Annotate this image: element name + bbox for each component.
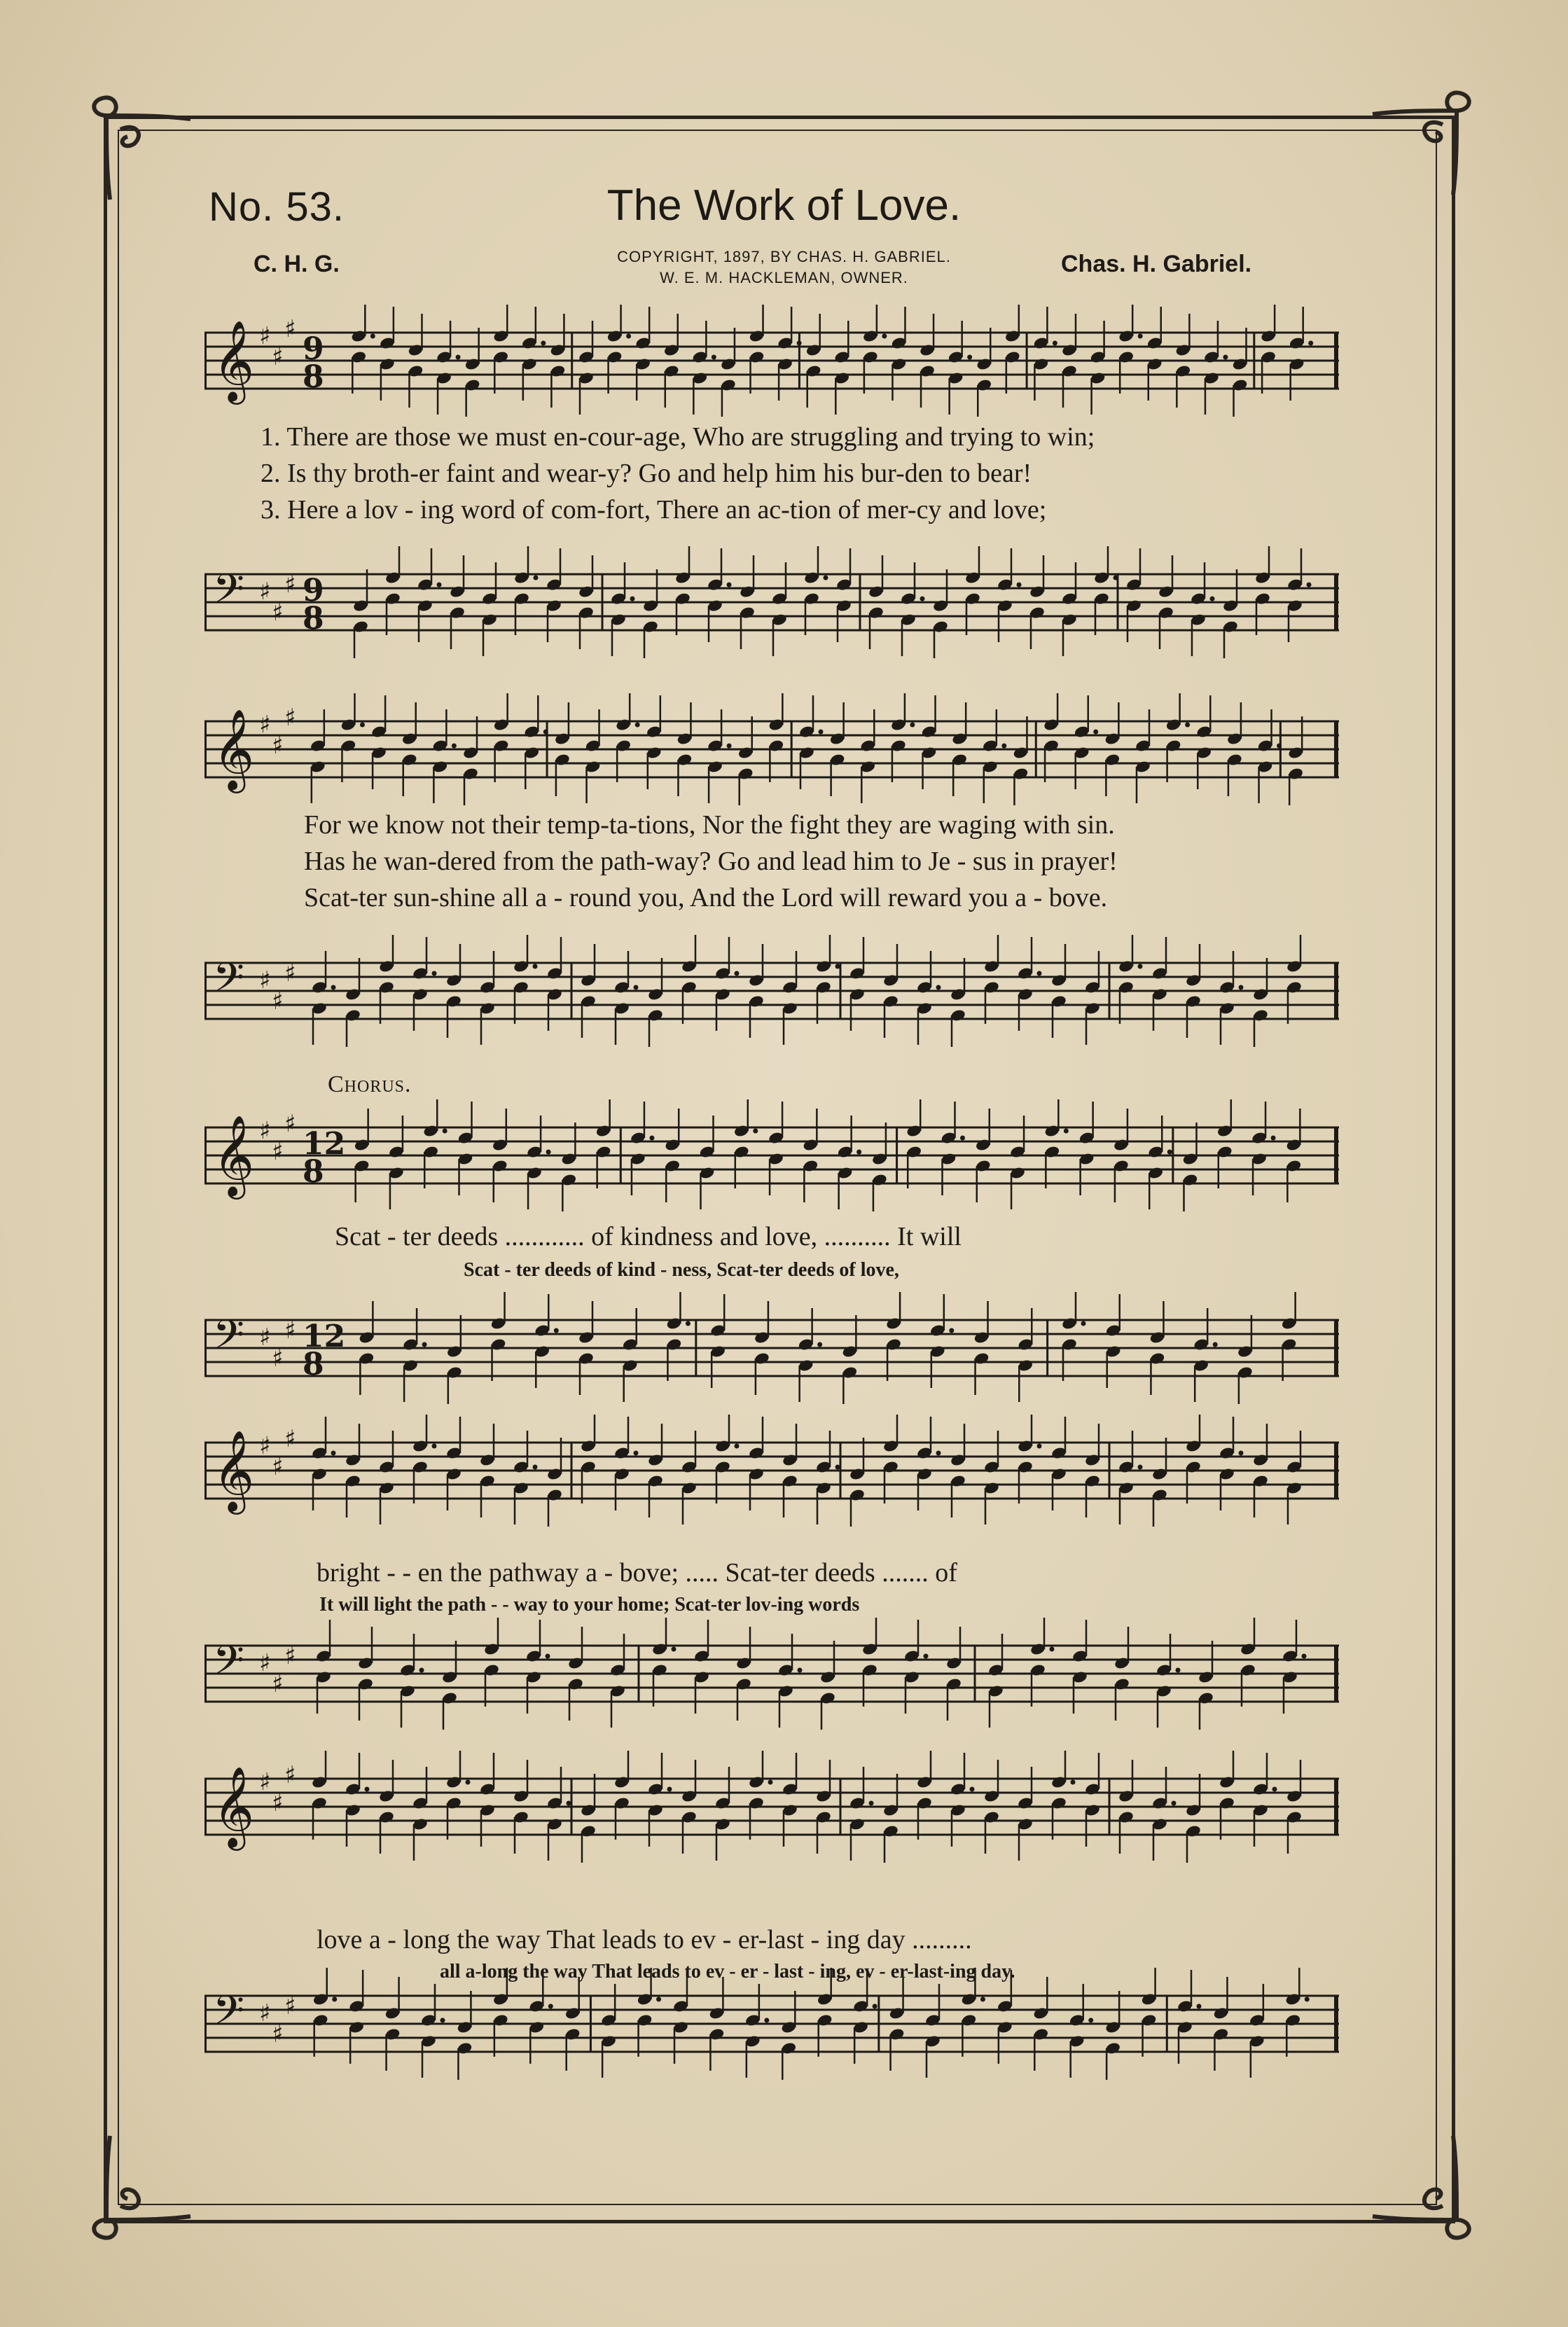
svg-text:♯: ♯ [284, 1992, 296, 2020]
verse-2-line-1: 2. Is thy broth-er faint and wear-y? Go and help him his bur-den to bear! [261, 459, 1032, 488]
svg-text:♯: ♯ [259, 711, 271, 739]
staff-svg [204, 935, 1339, 1047]
svg-text:♯: ♯ [284, 959, 296, 987]
svg-text:♯: ♯ [272, 732, 284, 760]
staff-bass-1 [204, 546, 1339, 658]
svg-text:𝄞: 𝄞 [213, 1114, 255, 1196]
staff-bass-3 [204, 1292, 1339, 1404]
svg-text:♯: ♯ [272, 343, 284, 371]
svg-text:♯: ♯ [284, 704, 296, 732]
verse-1-line-1: 1. There are those we must en-cour-age, Who are struggling and trying to win; [261, 422, 1095, 452]
svg-text:𝄢: 𝄢 [213, 1311, 245, 1368]
staff-svg [204, 1618, 1339, 1730]
svg-text:♯: ♯ [272, 1138, 284, 1166]
svg-text:♯: ♯ [284, 1642, 296, 1670]
staff-svg [204, 546, 1339, 658]
svg-text:♯: ♯ [284, 1110, 296, 1138]
svg-text:♯: ♯ [259, 578, 271, 606]
staff-treble-3 [204, 1099, 1339, 1211]
composer: Chas. H. Gabriel. [1061, 251, 1252, 277]
staff-treble-2 [204, 693, 1339, 805]
verse-1-line-2: For we know not their temp-ta-tions, Nor the fight they are waging with sin. [304, 810, 1115, 840]
svg-text:♯: ♯ [284, 1317, 296, 1345]
svg-text:♯: ♯ [259, 1999, 271, 2027]
svg-text:♯: ♯ [272, 2020, 284, 2048]
svg-text:𝄞: 𝄞 [213, 708, 255, 790]
lyricist: C. H. G. [254, 251, 340, 277]
staff-bass-4 [204, 1618, 1339, 1730]
chorus-line-2-main: bright - - en the pathway a - bove; ..... Scat-ter deeds ....... of [317, 1558, 957, 1588]
svg-text:♯: ♯ [284, 1761, 296, 1789]
svg-text:8: 8 [303, 1347, 324, 1382]
svg-text:♯: ♯ [259, 322, 271, 350]
svg-text:8: 8 [303, 601, 324, 637]
chorus-line-2-sub: It will light the path - - way to your home; Scat-ter lov-ing words [319, 1594, 860, 1616]
hymn-title: The Work of Love. [606, 181, 962, 230]
chorus-line-1-sub: Scat - ter deeds of kind - ness, Scat-ter deeds of love, [464, 1259, 899, 1281]
svg-text:9: 9 [303, 573, 324, 609]
chorus-line-1-main: Scat - ter deeds ............ of kindness and love, .......... It will [335, 1222, 962, 1251]
staff-svg [204, 1292, 1339, 1404]
staff-svg [204, 1415, 1339, 1527]
copyright-line-2: W. E. M. HACKLEMAN, OWNER. [660, 269, 908, 286]
svg-text:♯: ♯ [272, 1453, 284, 1481]
svg-text:♯: ♯ [272, 987, 284, 1015]
svg-text:♯: ♯ [272, 1345, 284, 1373]
svg-text:♯: ♯ [259, 1117, 271, 1145]
chorus-label: Chorus. [328, 1071, 412, 1097]
chorus-line-3-sub: all a-long the way That leads to ev - er - last - ing, ev - er-last-ing day. [440, 1961, 1015, 1982]
copyright-notice [0, 246, 1568, 289]
verse-3-line-1: 3. Here a lov - ing word of com-fort, There an ac-tion of mer-cy and love; [261, 495, 1047, 525]
staff-treble-5 [204, 1751, 1339, 1863]
staff-treble-4 [204, 1415, 1339, 1527]
staff-svg [204, 1099, 1339, 1211]
svg-text:9: 9 [303, 331, 324, 367]
svg-text:♯: ♯ [272, 599, 284, 627]
svg-text:♯: ♯ [284, 315, 296, 343]
svg-text:♯: ♯ [284, 1425, 296, 1453]
verse-2-line-2: Has he wan-dered from the path-way? Go and lead him to Je - sus in prayer! [304, 847, 1118, 876]
copyright-line-1: COPYRIGHT, 1897, BY CHAS. H. GABRIEL. [617, 248, 951, 265]
svg-text:𝄢: 𝄢 [213, 1987, 245, 2044]
svg-text:𝄢: 𝄢 [213, 954, 245, 1011]
svg-text:𝄞: 𝄞 [213, 319, 255, 401]
hymn-number: No. 53. [209, 184, 345, 230]
staff-svg [204, 305, 1339, 417]
svg-text:♯: ♯ [259, 1649, 271, 1677]
svg-text:♯: ♯ [259, 966, 271, 994]
svg-text:8: 8 [303, 1154, 324, 1190]
svg-text:♯: ♯ [259, 1768, 271, 1796]
svg-text:♯: ♯ [284, 571, 296, 599]
corner-ornament-bottom-right-icon [1366, 2129, 1485, 2248]
svg-text:♯: ♯ [259, 1432, 271, 1460]
svg-text:𝄞: 𝄞 [213, 1429, 255, 1511]
svg-text:𝄢: 𝄢 [213, 1637, 245, 1694]
staff-svg [204, 693, 1339, 805]
staff-bass-2 [204, 935, 1339, 1047]
svg-text:8: 8 [303, 359, 324, 395]
svg-text:𝄢: 𝄢 [213, 565, 245, 623]
svg-text:𝄞: 𝄞 [213, 1765, 255, 1847]
svg-text:♯: ♯ [272, 1670, 284, 1698]
svg-text:♯: ♯ [272, 1789, 284, 1817]
staff-svg [204, 1751, 1339, 1863]
corner-ornament-bottom-left-icon [78, 2129, 197, 2248]
chorus-line-3-main: love a - long the way That leads to ev - er-last - ing day ......... [317, 1925, 972, 1954]
svg-text:♯: ♯ [259, 1324, 271, 1352]
verse-3-line-2: Scat-ter sun-shine all a - round you, And the Lord will reward you a - bove. [304, 883, 1108, 912]
svg-text:12: 12 [303, 1319, 346, 1354]
staff-treble-1 [204, 305, 1339, 417]
svg-text:12: 12 [303, 1126, 346, 1162]
